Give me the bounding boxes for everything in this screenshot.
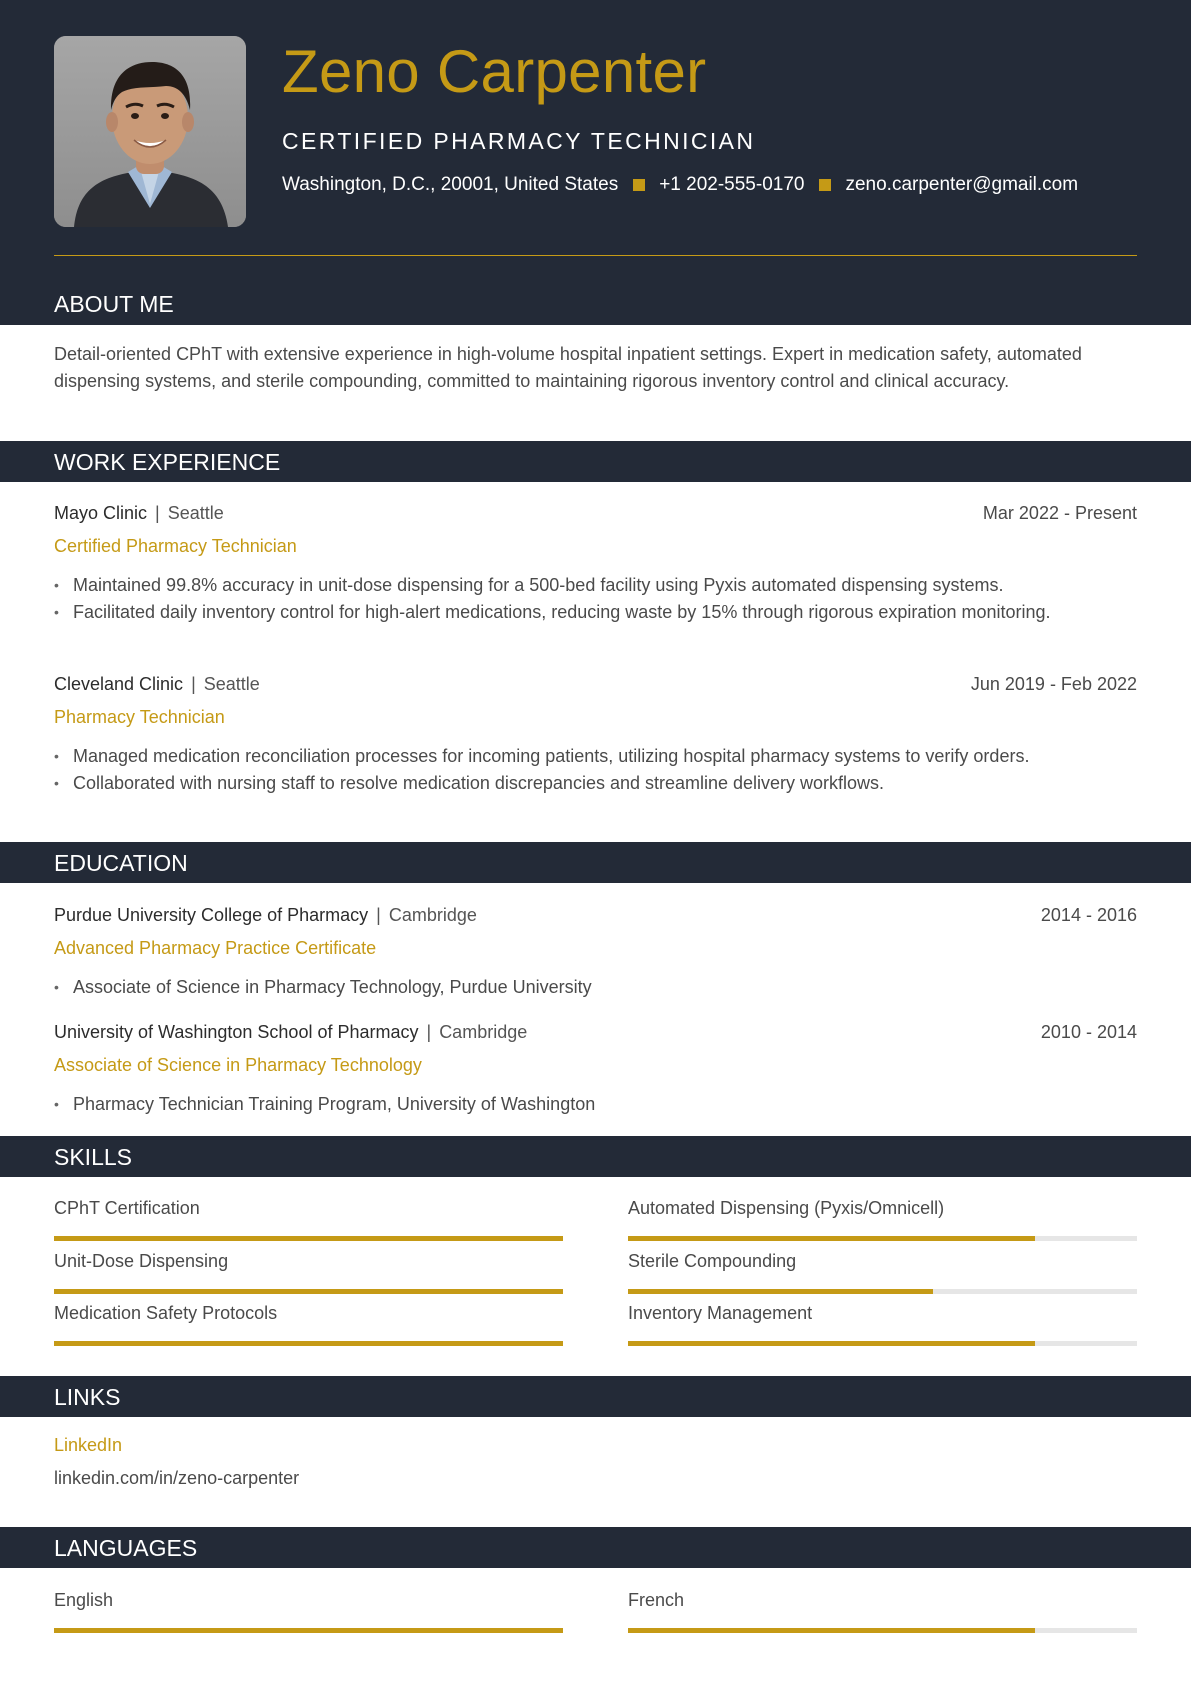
education-bar: [0, 842, 1191, 883]
skill-level-track: [54, 1236, 563, 1241]
candidate-title: CERTIFIED PHARMACY TECHNICIAN: [282, 128, 756, 154]
education-degree: Associate of Science in Pharmacy Technology: [54, 1055, 422, 1075]
skill-label: Unit-Dose Dispensing: [54, 1251, 229, 1271]
language-item: [54, 1587, 563, 1613]
skill-level-track: [54, 1341, 563, 1346]
job-header: [54, 671, 1137, 697]
education-dates: 2014 - 2016: [1040, 905, 1137, 925]
pipe-separator: |: [155, 503, 160, 523]
skill-item: [54, 1300, 563, 1326]
pipe-separator: |: [376, 905, 381, 925]
contact-line: [282, 172, 1078, 198]
skill-level-fill: [54, 1236, 563, 1241]
pipe-separator: |: [191, 674, 196, 694]
skill-level-fill: [54, 1341, 563, 1346]
education-degree: Advanced Pharmacy Practice Certificate: [54, 938, 377, 958]
links-bar: [0, 1376, 1191, 1417]
links-heading: LINKS: [54, 1384, 121, 1410]
education-header: [54, 902, 1137, 928]
education-bullets: [54, 974, 1137, 1001]
skill-level-fill: [628, 1236, 1035, 1241]
contact-location: Washington, D.C., 20001, United States: [282, 174, 619, 195]
education-school: University of Washington School of Pharmacy: [54, 1022, 419, 1042]
language-level-track: [54, 1628, 563, 1633]
about-text: Detail-oriented CPhT with extensive experience in high-volume hospital inpatient settings. Expert in medication safety, automated dispensing systems, and sterile compounding, committed to maintaining rigorous inventory control and clinical accuracy.: [54, 344, 1082, 391]
header-divider: [54, 255, 1137, 256]
job-dates: Jun 2019 - Feb 2022: [970, 674, 1137, 694]
job-location: Seattle: [203, 674, 260, 694]
skill-item: [54, 1195, 563, 1221]
language-label: English: [54, 1590, 114, 1610]
skill-item: [628, 1248, 1137, 1274]
skill-label: Automated Dispensing (Pyxis/Omnicell): [628, 1198, 945, 1218]
skill-item: [628, 1300, 1137, 1326]
skill-level-track: [628, 1289, 1137, 1294]
education-header: [54, 1019, 1137, 1045]
skills-heading: SKILLS: [54, 1144, 132, 1170]
education-location: Cambridge: [439, 1022, 528, 1042]
skill-level-track: [54, 1289, 563, 1294]
skill-level-fill: [628, 1341, 1035, 1346]
list-item: • Facilitated daily inventory control for high-alert medications, reducing waste by 15% through rigorous expiration monitoring.: [54, 599, 1137, 626]
pipe-separator: |: [426, 1022, 432, 1042]
job-header: [54, 500, 1137, 526]
list-item: • Collaborated with nursing staff to resolve medication discrepancies and streamline delivery workflows.: [54, 770, 1137, 797]
languages-heading: LANGUAGES: [54, 1535, 198, 1561]
profile-photo-portrait: [54, 36, 246, 227]
skill-item: [628, 1195, 1137, 1221]
job-location: Seattle: [167, 503, 224, 523]
skill-label: CPhT Certification: [54, 1198, 200, 1218]
list-item: • Maintained 99.8% accuracy in unit-dose dispensing for a 500-bed facility using Pyxis automated dispensing systems.: [54, 572, 1137, 599]
list-item: • Managed medication reconciliation processes for incoming patients, utilizing hospital pharmacy systems to verify orders.: [54, 743, 1137, 770]
work-experience-heading: WORK EXPERIENCE: [54, 449, 281, 475]
skill-label: Medication Safety Protocols: [54, 1303, 278, 1323]
skill-level-track: [628, 1236, 1137, 1241]
linkedin-link[interactable]: LinkedIn: [54, 1435, 123, 1455]
job-bullets: [54, 743, 1137, 797]
job-bullets: [54, 572, 1137, 626]
job-employer: Cleveland Clinic: [54, 674, 184, 694]
language-item: [628, 1587, 1137, 1613]
job-dates: Mar 2022 - Present: [982, 503, 1137, 523]
education-dates: 2010 - 2014: [1040, 1022, 1137, 1042]
candidate-name: Zeno Carpenter: [282, 38, 707, 105]
contact-phone[interactable]: +1 202-555-0170: [659, 174, 805, 195]
list-item: • Pharmacy Technician Training Program, University of Washington: [54, 1091, 1137, 1118]
job-role: Pharmacy Technician: [54, 707, 225, 727]
linkedin-url[interactable]: linkedin.com/in/zeno-carpenter: [54, 1468, 300, 1488]
skill-item: [54, 1248, 563, 1274]
skill-level-fill: [628, 1289, 933, 1294]
contact-email[interactable]: zeno.carpenter@gmail.com: [845, 174, 1079, 195]
language-level-fill: [628, 1628, 1035, 1633]
languages-bar: [0, 1527, 1191, 1568]
education-bullets: [54, 1091, 1137, 1118]
skill-label: Sterile Compounding: [628, 1251, 797, 1271]
work-experience-bar: [0, 441, 1191, 482]
resume-header: [0, 0, 1191, 325]
profile-photo: [54, 36, 246, 227]
separator-square-icon: [819, 179, 831, 191]
language-label: French: [628, 1590, 685, 1610]
separator-square-icon: [633, 179, 645, 191]
list-item: • Associate of Science in Pharmacy Technology, Purdue University: [54, 974, 1137, 1001]
skills-bar: [0, 1136, 1191, 1177]
language-level-fill: [54, 1628, 563, 1633]
education-heading: EDUCATION: [54, 850, 188, 876]
about-heading: ABOUT ME: [54, 291, 174, 317]
education-school: Purdue University College of Pharmacy: [54, 905, 369, 925]
job-employer: Mayo Clinic: [54, 503, 148, 523]
education-location: Cambridge: [388, 905, 477, 925]
job-role: Certified Pharmacy Technician: [54, 536, 297, 556]
skill-level-fill: [54, 1289, 563, 1294]
skill-level-track: [628, 1341, 1137, 1346]
language-level-track: [628, 1628, 1137, 1633]
skill-label: Inventory Management: [628, 1303, 813, 1323]
